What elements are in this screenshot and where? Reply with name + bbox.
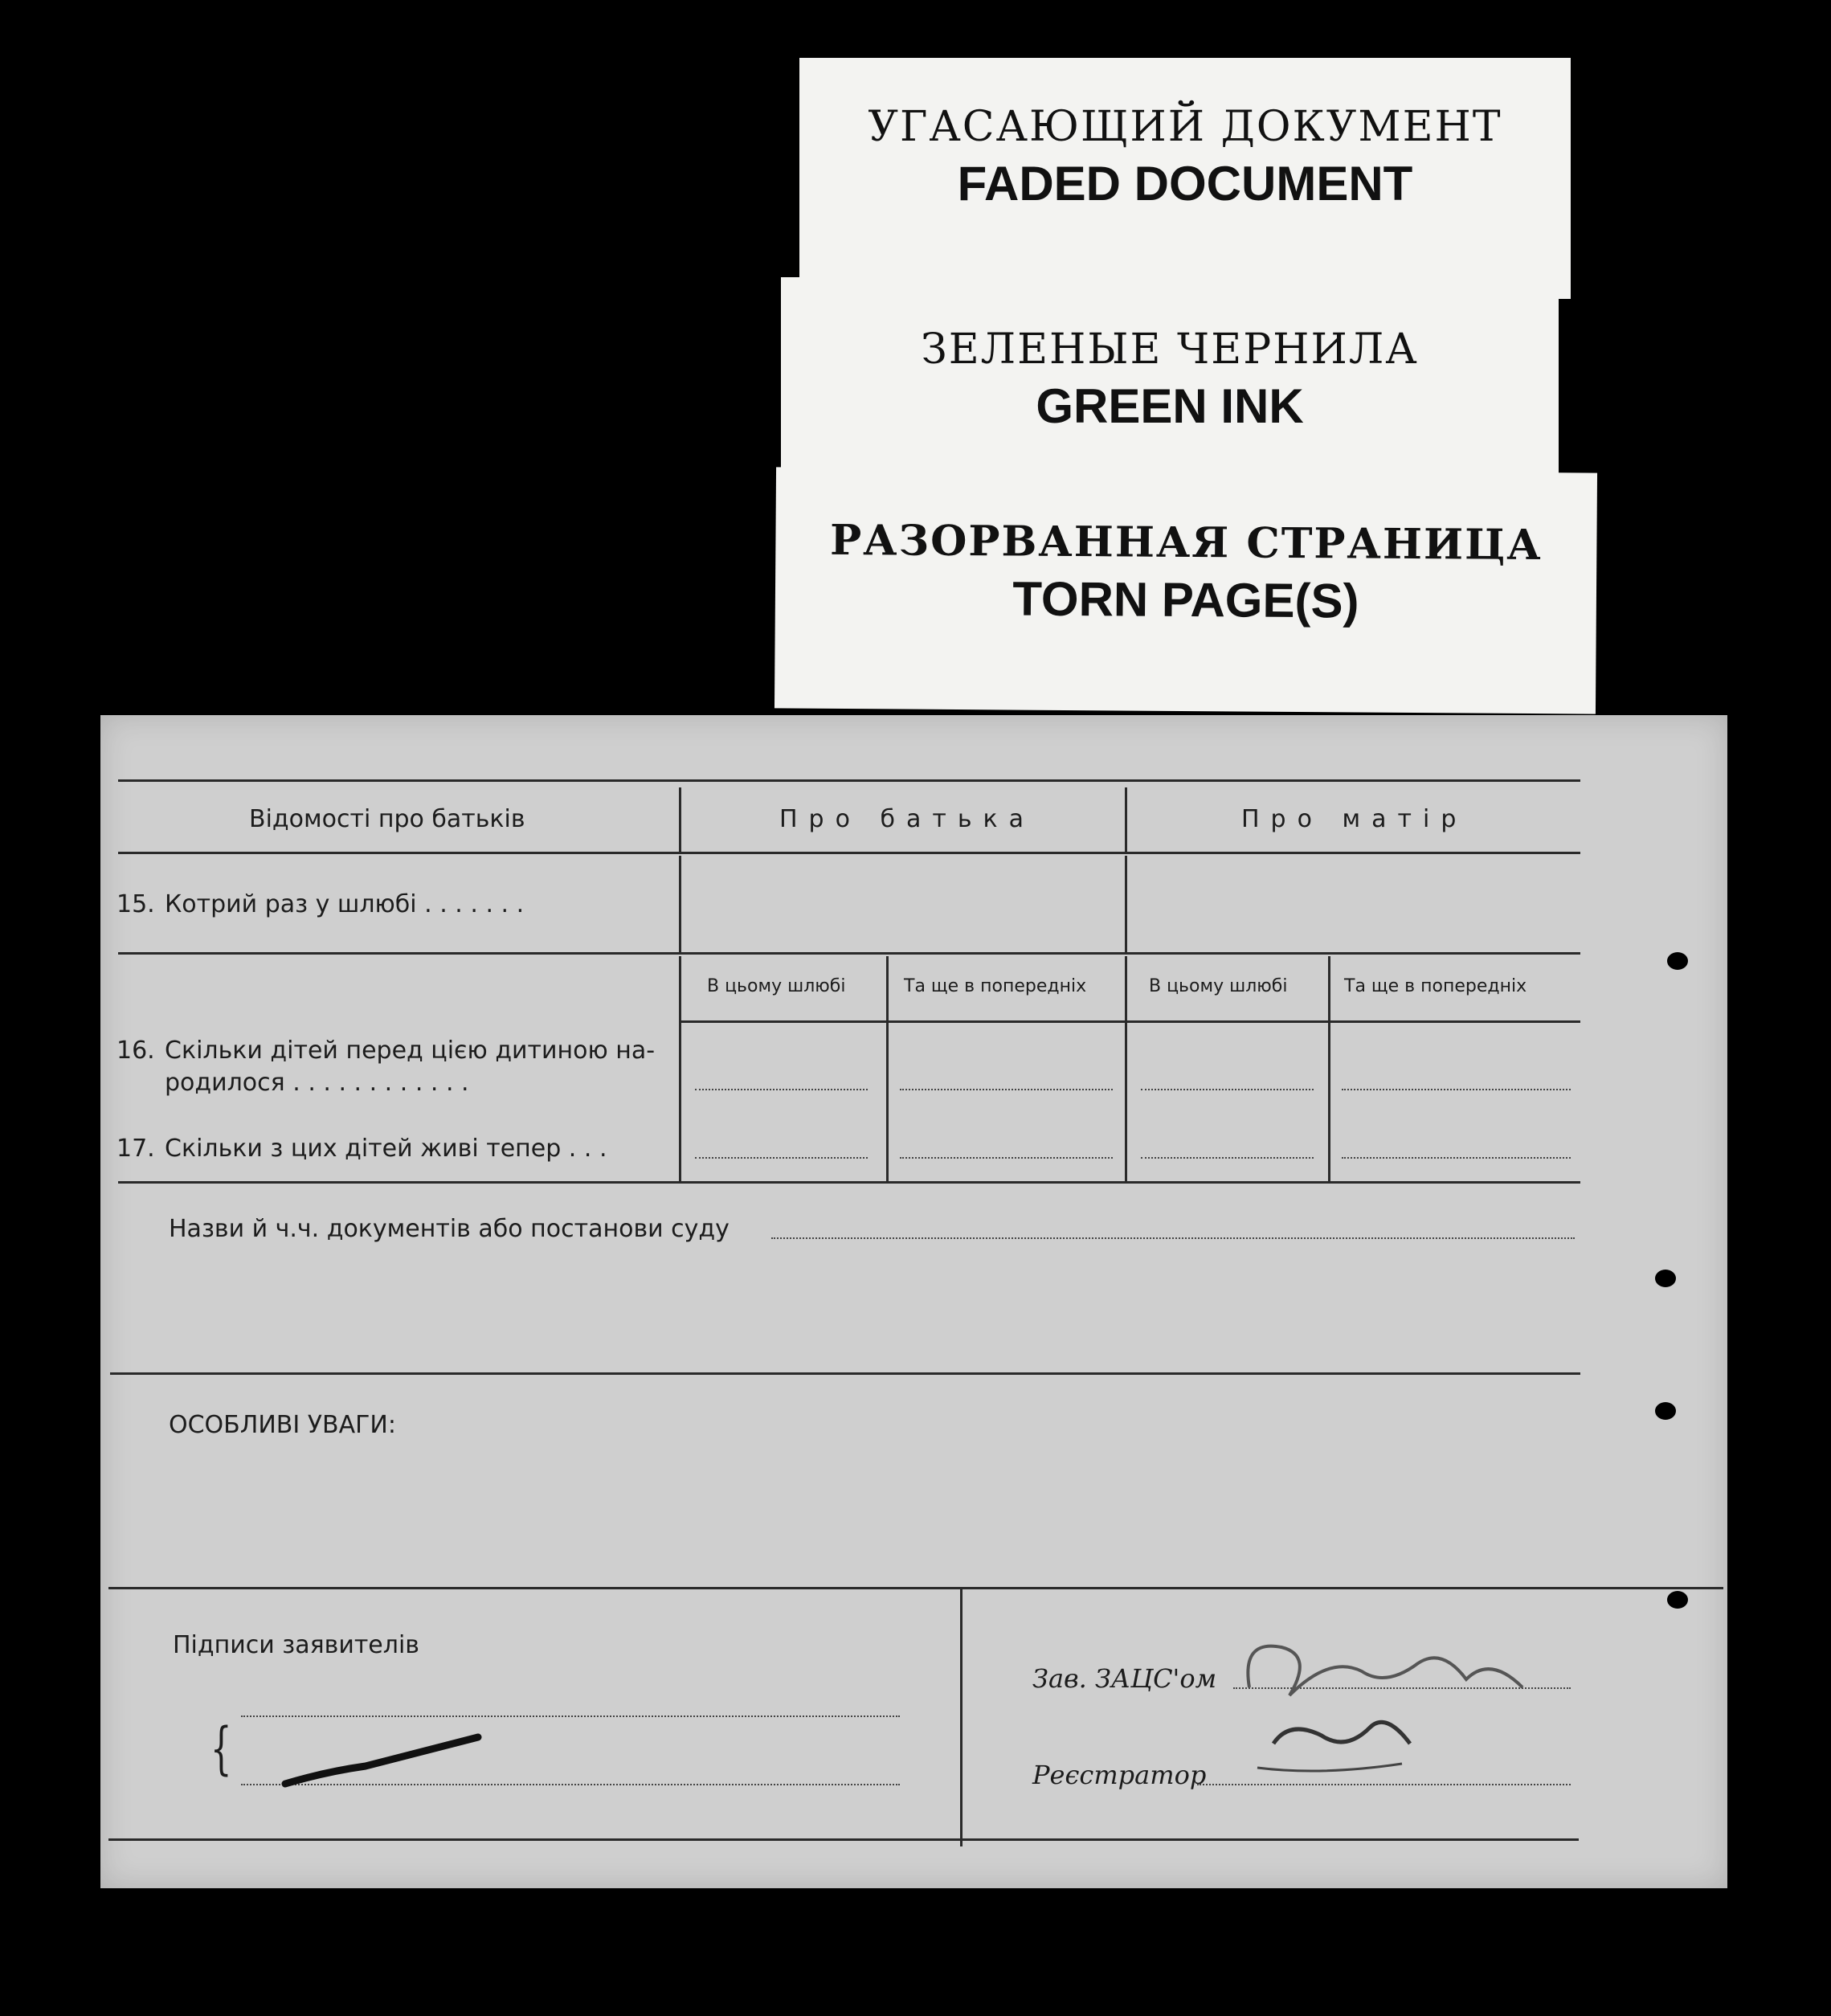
documents-fill-line	[771, 1237, 1575, 1239]
registrar-signature-line	[1197, 1784, 1571, 1785]
fill-line	[900, 1089, 1113, 1090]
fill-line	[1342, 1157, 1571, 1159]
label-ru: РАЗОРВАННАЯ СТРАНИЦА	[829, 515, 1543, 570]
head-signature-mark	[1225, 1623, 1563, 1784]
fill-line	[1342, 1089, 1571, 1090]
column-divider	[679, 787, 681, 852]
punch-hole	[1667, 1591, 1688, 1609]
rule	[108, 1587, 1723, 1589]
column-divider	[886, 956, 889, 1181]
row-17-number: 17.	[116, 1135, 155, 1163]
label-en: GREEN INK	[1036, 379, 1304, 433]
rule	[679, 1020, 1580, 1023]
fill-line	[900, 1157, 1113, 1159]
signature-line	[241, 1715, 900, 1717]
row-16-line2: родилося . . . . . . . . . . . .	[165, 1069, 469, 1097]
punch-hole	[1655, 1270, 1676, 1287]
fill-line	[1141, 1089, 1314, 1090]
signatures-label: Підписи заявителів	[173, 1631, 419, 1659]
mother-this-marriage: В цьому шлюбі	[1149, 976, 1288, 996]
father-heading: Про батька	[779, 805, 1036, 833]
rule	[110, 1372, 1580, 1375]
row-16-number: 16.	[116, 1037, 155, 1065]
special-notes-label: ОСОБЛИВІ УВАГИ:	[169, 1411, 396, 1439]
label-en: TORN PAGE(S)	[1012, 571, 1359, 628]
column-divider	[1125, 856, 1127, 952]
fill-line	[695, 1157, 868, 1159]
civil-registry-form	[100, 715, 1727, 1888]
signature-divider	[960, 1589, 963, 1846]
father-this-marriage: В цьому шлюбі	[707, 976, 846, 996]
column-divider	[679, 856, 681, 952]
fill-line	[1141, 1157, 1314, 1159]
brace-icon: {	[210, 1715, 232, 1781]
rule	[118, 952, 1580, 955]
punch-hole	[1667, 952, 1688, 970]
row-15-label: Котрий раз у шлюбі . . . . . . .	[165, 890, 525, 918]
label-en: FADED DOCUMENT	[957, 157, 1413, 211]
faded-document-label	[799, 58, 1571, 299]
head-label: Зав. ЗАЦС'ом	[1032, 1663, 1217, 1694]
fill-line	[695, 1089, 868, 1090]
row-17-label: Скільки з цих дітей живі тепер . . .	[165, 1135, 607, 1163]
column-divider	[1125, 787, 1127, 852]
column-divider	[1328, 956, 1330, 1181]
applicant-signature-mark	[277, 1728, 486, 1800]
row-15-number: 15.	[116, 890, 155, 918]
label-ru: УГАСАЮЩИЙ ДОКУМЕНТ	[868, 103, 1502, 151]
label-ru: ЗЕЛЕНЫЕ ЧЕРНИЛА	[921, 325, 1419, 374]
rule	[118, 779, 1580, 782]
mother-previous: Та ще в попередніх	[1344, 976, 1527, 996]
rule	[108, 1838, 1579, 1841]
parents-info-heading: Відомості про батьків	[249, 805, 525, 833]
green-ink-label	[781, 277, 1559, 498]
column-divider	[679, 956, 681, 1181]
registrar-label: Реєстратор	[1032, 1760, 1207, 1790]
rule	[118, 852, 1580, 854]
row-16-line1: Скільки дітей перед цією дитиною на-	[165, 1037, 656, 1065]
mother-heading: Про матір	[1241, 805, 1468, 833]
column-divider	[1125, 956, 1127, 1181]
punch-hole	[1655, 1402, 1676, 1420]
documents-label: Назви й ч.ч. документів або постанови суду	[169, 1215, 730, 1243]
rule	[118, 1181, 1580, 1184]
torn-page-label	[774, 467, 1597, 714]
father-previous: Та ще в попередніх	[904, 976, 1087, 996]
